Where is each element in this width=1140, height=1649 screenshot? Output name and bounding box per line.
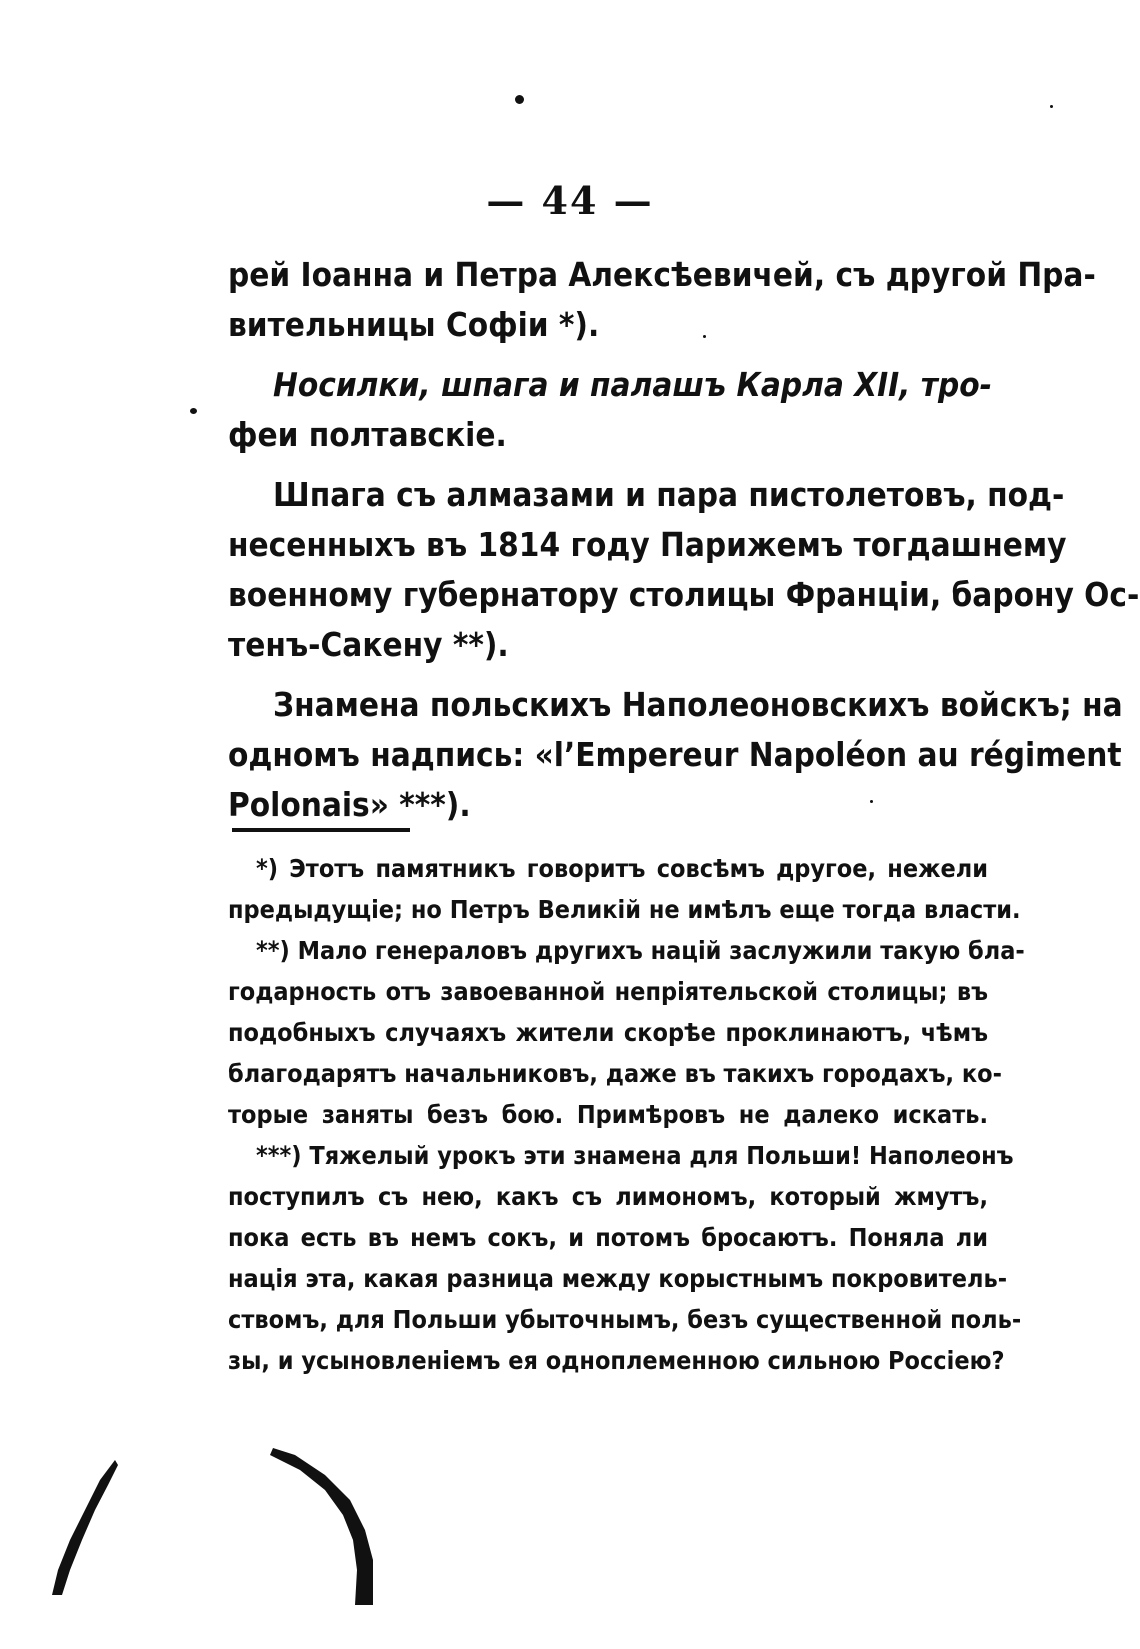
scan-speck <box>190 408 197 414</box>
footnote-line-4: годарность отъ завоеванной непріятельской столицы; въ <box>228 977 988 1006</box>
footnote-line-8: ***) Тяжелый урокъ эти знамена для Польши! Наполеонъ <box>256 1141 1014 1170</box>
scan-speck <box>870 800 873 803</box>
main-text <box>228 250 1140 830</box>
page-number: — 44 — <box>486 178 654 223</box>
footnote-rule <box>232 828 410 832</box>
footnote-line-10: пока есть въ немъ сокъ, и потомъ бросаютъ. Поняла ли <box>228 1223 988 1252</box>
footnote-line-1: *) Этотъ памятникъ говоритъ совсѣмъ другое, нежели <box>256 854 988 883</box>
body-line-10: одномъ надпись: «l’Empereur Napoléon au régiment <box>228 735 1122 774</box>
body-line-2: вительницы Софіи *). <box>228 305 600 344</box>
body-line-3: Носилки, шпага и палашъ Карла XII, тро- <box>273 365 992 404</box>
footnotes <box>228 848 1025 1381</box>
footnote-line-2: предыдущіе; но Петръ Великій не имѣлъ еще тогда власти. <box>228 895 1021 924</box>
footnote-line-5: подобныхъ случаяхъ жители скорѣе проклинаютъ, чѣмъ <box>228 1018 988 1047</box>
body-line-9: Знамена польскихъ Наполеоновскихъ войскъ; на <box>273 685 1123 724</box>
body-line-6: несенныхъ въ 1814 году Парижемъ тогдашнему <box>228 525 1067 564</box>
body-line-1: рей Іоанна и Петра Алексѣевичей, съ другой Пра- <box>228 255 1096 294</box>
scan-speck <box>1050 105 1053 108</box>
footnote-line-7: торые заняты безъ бою. Примѣровъ не далеко искать. <box>228 1100 988 1129</box>
body-line-4: феи полтавскіе. <box>228 415 507 454</box>
footnote-line-13: зы, и усыновленіемъ ея одноплеменною сильною Россіею? <box>228 1346 1005 1375</box>
body-line-11: Polonais» ***). <box>228 785 471 824</box>
footnote-line-6: благодарятъ начальниковъ, даже въ такихъ городахъ, ко- <box>228 1059 1002 1088</box>
footnote-line-12: ствомъ, для Польши убыточнымъ, безъ существенной поль- <box>228 1305 1022 1334</box>
ink-dot <box>515 95 524 104</box>
scan-artifact-right <box>265 1440 385 1610</box>
body-line-8: тенъ-Сакену **). <box>228 625 509 664</box>
footnote-line-9: поступилъ съ нею, какъ съ лимономъ, который жмутъ, <box>228 1182 988 1211</box>
footnote-line-3: **) Мало генераловъ другихъ націй заслужили такую бла- <box>256 936 1025 965</box>
scan-speck <box>703 335 706 338</box>
body-line-7: военному губернатору столицы Франціи, барону Ос- <box>228 575 1140 614</box>
footnote-line-11: нація эта, какая разница между корыстнымъ покровитель- <box>228 1264 1008 1293</box>
body-line-5: Шпага съ алмазами и пара пистолетовъ, под- <box>273 475 1065 514</box>
scan-artifact-left <box>40 1440 120 1600</box>
